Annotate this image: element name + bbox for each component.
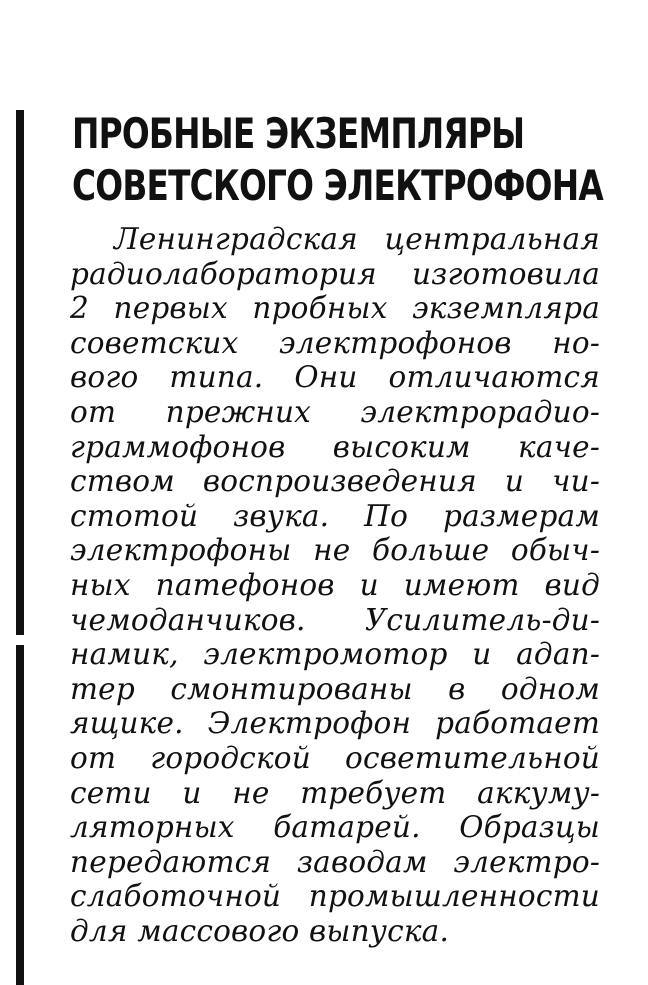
body-line: сети и не требует аккуму- xyxy=(70,775,600,810)
body-line: чемоданчиков. Усилитель-ди- xyxy=(70,602,600,637)
body-line: Ленинградская центральная xyxy=(114,222,600,256)
body-line: передаются заводам электро- xyxy=(70,844,600,879)
body-line: ством воспроизведения и чи- xyxy=(70,464,600,499)
body-line: ных патефонов и имеют вид xyxy=(70,567,600,602)
body-line: электрофоны не больше обыч- xyxy=(70,533,600,568)
headline-line: СОВЕТСКОГО ЭЛЕКТРОФОНА xyxy=(72,161,603,210)
body-line: слаботочной промышленности xyxy=(70,879,600,914)
body-line: тер смонтированы в одном xyxy=(70,671,600,706)
article-body xyxy=(70,222,600,948)
body-line: для массового выпуска. xyxy=(70,913,450,948)
body-line: намик, электромотор и адап- xyxy=(70,637,600,672)
body-line: граммофонов высоким каче- xyxy=(70,429,600,464)
body-line: ящике. Электрофон работает xyxy=(70,706,600,741)
headline xyxy=(72,108,603,212)
column-rule-top xyxy=(16,110,24,635)
column-rule-bottom xyxy=(16,645,24,985)
body-line: вого типа. Они отличаются xyxy=(70,360,600,395)
body-line: от городской осветительной xyxy=(70,740,600,775)
body-line: советских электрофонов но- xyxy=(70,325,600,360)
headline-line: ПРОБНЫЕ ЭКЗЕМПЛЯРЫ xyxy=(72,109,525,158)
body-line: стотой звука. По размерам xyxy=(70,498,600,533)
body-line: 2 первых пробных экземпляра xyxy=(70,291,600,326)
body-line: радиолаборатория изготовила xyxy=(70,256,600,291)
body-line: ляторных батарей. Образцы xyxy=(70,810,600,845)
body-line: от прежних электрорадио- xyxy=(70,394,600,429)
